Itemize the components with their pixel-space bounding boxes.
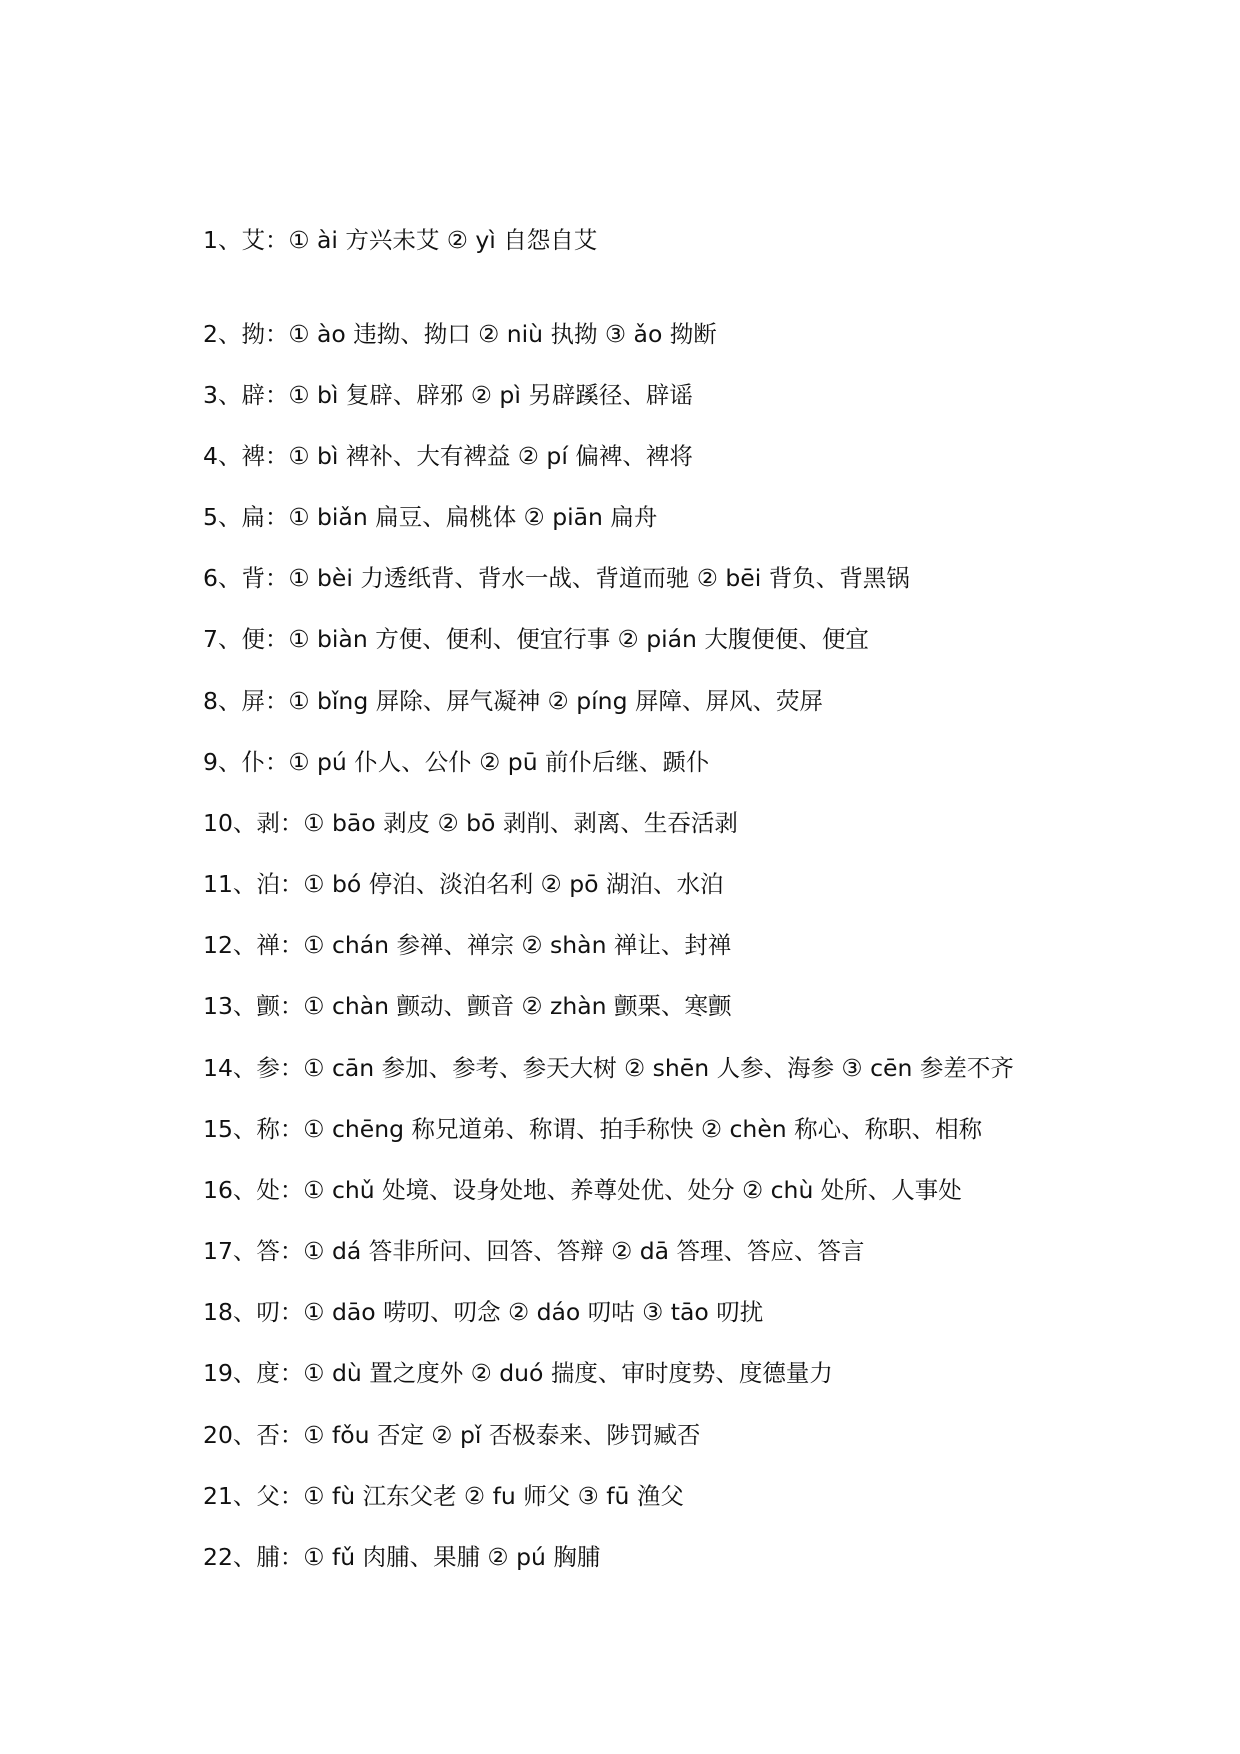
list-item: 22、脯：① fǔ 肉脯、果脯 ② pú 胸脯 — [203, 1543, 601, 1571]
list-item: 3、辟：① bì 复辟、辟邪 ② pì 另辟蹊径、辟谣 — [203, 381, 693, 409]
list-item: 8、屏：① bǐng 屏除、屏气凝神 ② píng 屏障、屏风、荧屏 — [203, 687, 823, 715]
list-item: 6、背：① bèi 力透纸背、背水一战、背道而驰 ② bēi 背负、背黑锅 — [203, 564, 910, 592]
list-item: 10、剥：① bāo 剥皮 ② bō 剥削、剥离、生吞活剥 — [203, 809, 738, 837]
list-item: 9、仆：① pú 仆人、公仆 ② pū 前仆后继、踬仆 — [203, 748, 710, 776]
list-item: 1、艾：① ài 方兴未艾 ② yì 自怨自艾 — [203, 226, 598, 254]
list-item: 13、颤：① chàn 颤动、颤音 ② zhàn 颤栗、寒颤 — [203, 992, 732, 1020]
list-item: 12、禅：① chán 参禅、禅宗 ② shàn 禅让、封禅 — [203, 931, 732, 959]
list-item: 18、叨：① dāo 唠叨、叨念 ② dáo 叨咕 ③ tāo 叨扰 — [203, 1298, 764, 1326]
list-item: 20、否：① fǒu 否定 ② pǐ 否极泰来、陟罚臧否 — [203, 1421, 701, 1449]
list-item: 11、泊：① bó 停泊、淡泊名利 ② pō 湖泊、水泊 — [203, 870, 724, 898]
list-item: 19、度：① dù 置之度外 ② duó 揣度、审时度势、度德量力 — [203, 1359, 833, 1387]
list-item: 14、参：① cān 参加、参考、参天大树 ② shēn 人参、海参 ③ cēn 参差不齐 — [203, 1054, 1014, 1082]
list-item: 7、便：① biàn 方便、便利、便宜行事 ② pián 大腹便便、便宜 — [203, 625, 869, 653]
list-item: 4、裨：① bì 裨补、大有裨益 ② pí 偏裨、裨将 — [203, 442, 693, 470]
list-item: 21、父：① fù 江东父老 ② fu 师父 ③ fū 渔父 — [203, 1482, 684, 1510]
list-item: 16、处：① chǔ 处境、设身处地、养尊处优、处分 ② chù 处所、人事处 — [203, 1176, 962, 1204]
list-item: 17、答：① dá 答非所问、回答、答辩 ② dā 答理、答应、答言 — [203, 1237, 865, 1265]
list-item: 2、拗：① ào 违拗、拗口 ② niù 执拗 ③ ǎo 拗断 — [203, 320, 717, 348]
list-item: 15、称：① chēng 称兄道弟、称谓、拍手称快 ② chèn 称心、称职、相称 — [203, 1115, 983, 1143]
polyphonic-character-list — [203, 0, 1203, 1754]
list-item: 5、扁：① biǎn 扁豆、扁桃体 ② piān 扁舟 — [203, 503, 658, 531]
